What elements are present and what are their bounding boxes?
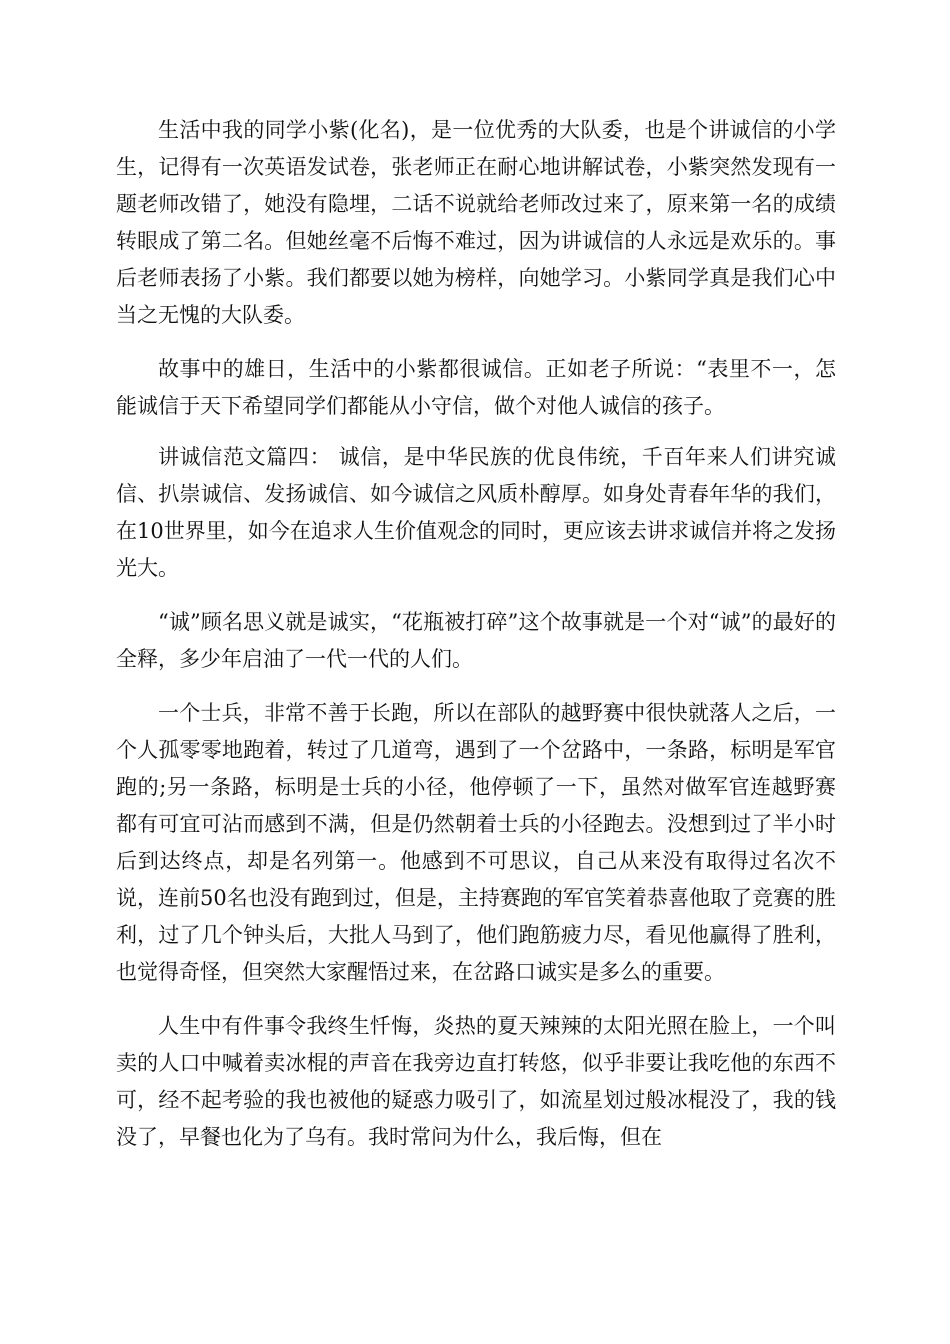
paragraph-soldier-story: 一个士兵，非常不善于长跑，所以在部队的越野赛中很快就落人之后，一个人孤零零地跑着，转过了几道弯，遇到了一个岔路中，一条路，标明是军官跑的;另一条路，标明是士兵的小径，他停顿了一下，虽然对做军官连越野赛都有可宜可沾而感到不满，但是仍然朝着士兵的小径跑去。没想到过了半小时后到达终点，却是名列第一。他感到不可思议，自己从来没有取得过名次不说，连前50名也没有跑到过，但是，主持赛跑的军官笑着恭喜他取了竞赛的胜利，过了几个钟头后，大批人马到了，他们跑筋疲力尽，看见他赢得了胜利，也觉得奇怪，但突然大家醒悟过来，在岔路口诚实是多么的重要。: [116, 701, 836, 984]
paragraph-essay-four: 讲诚信范文篇四： 诚信，是中华民族的优良伟统，千百年来人们讲究诚信、扒崇诚信、发扬诚信、如今诚信之风质朴醇厚。如身处青春年华的我们，在10世界里，如今在追求人生价值观念的同时，更应该去讲求诚信并将之发扬光大。: [116, 445, 836, 580]
paragraph-regret-story: 人生中有件事令我终生忏悔，炎热的夏天辣辣的太阳光照在脸上，一个叫卖的人口中喊着卖冰棍的声音在我旁边直打转悠，似乎非要让我吃他的东西不可，经不起考验的我也被他的疑惑力吸引了，如流星划过般冰棍没了，我的钱没了，早餐也化为了乌有。我时常问为什么，我后悔，但在: [116, 1014, 836, 1149]
document-page: [116, 112, 836, 1156]
paragraph-classmate-xiaozi: 生活中我的同学小紫(化名)，是一位优秀的大队委，也是个讲诚信的小学生，记得有一次英语发试卷，张老师正在耐心地讲解试卷，小紫突然发现有一题老师改错了，她没有隐埋，二话不说就给老师改过来了，原来第一名的成绩转眼成了第二名。但她丝毫不后悔不难过，因为讲诚信的人永远是欢乐的。事后老师表扬了小紫。我们都要以她为榜样，向她学习。小紫同学真是我们心中当之无愧的大队委。: [116, 118, 836, 327]
paragraph-laozi-quote: 故事中的雄日，生活中的小紫都很诚信。正如老子所说：“表里不一，怎能诚信于天下希望同学们都能从小守信，做个对他人诚信的孩子。: [116, 357, 836, 418]
paragraph-honesty-meaning: “诚”顾名思义就是诚实，“花瓶被打碎”这个故事就是一个对“诚”的最好的全释，多少年启油了一代一代的人们。: [116, 610, 836, 671]
